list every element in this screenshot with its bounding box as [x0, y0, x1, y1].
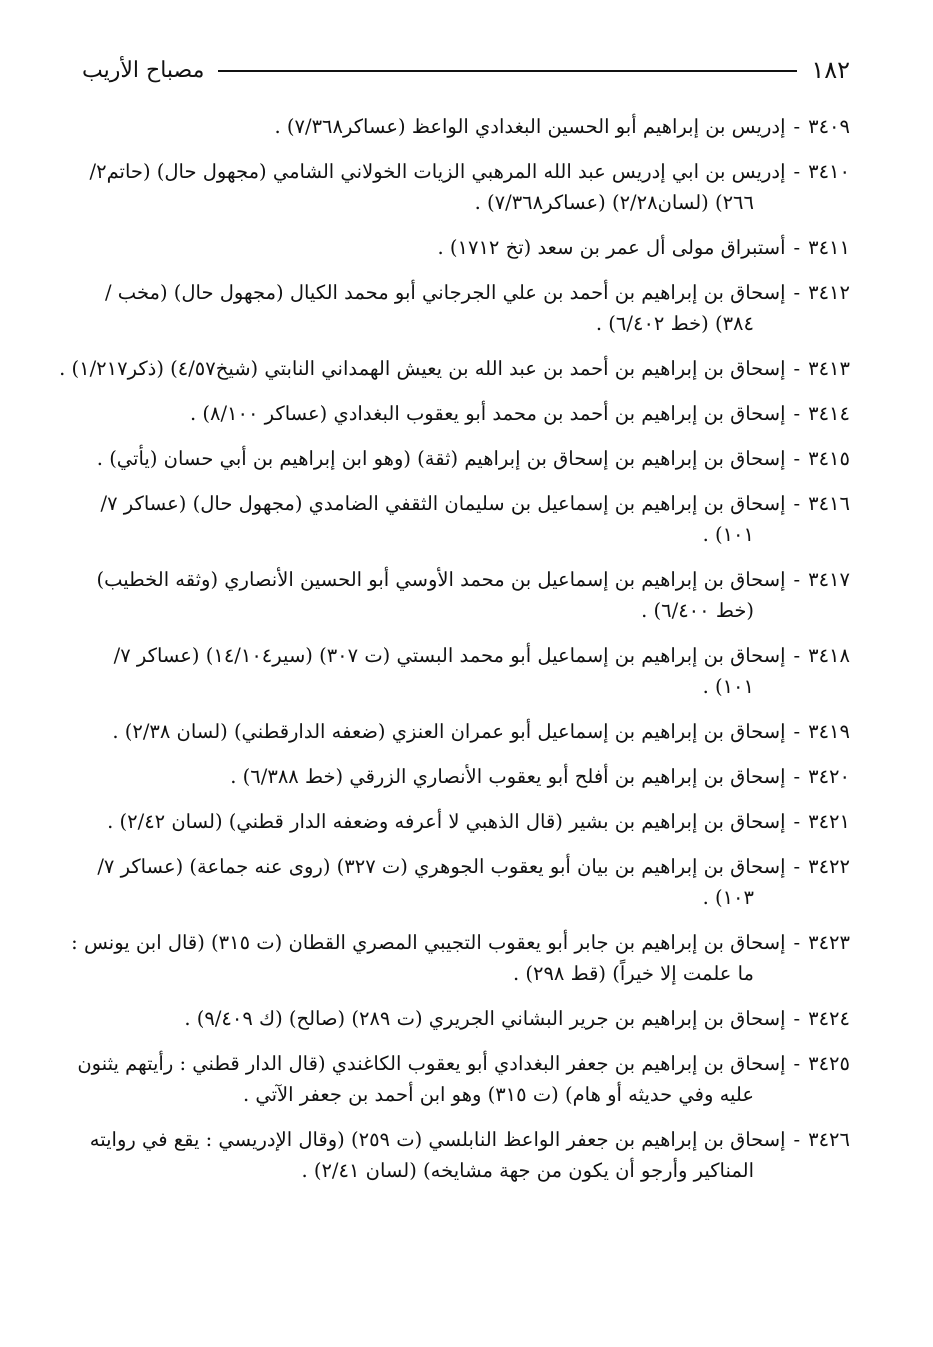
entry-text: إسحاق بن إبراهيم بن أحمد بن عبد الله بن يعيش الهمداني النابتي (شيخ٤/٥٧) (ذكر١/٢١٧) .	[59, 357, 786, 380]
entry-first-line	[82, 444, 850, 475]
entry-first-line	[59, 354, 850, 385]
entry	[77, 1049, 850, 1111]
entry-number: ٣٤١٤	[808, 402, 850, 425]
entry-text: إسحاق بن إبراهيم بن إسماعيل بن سليمان الثقفي الضامدي (مجهول حال) (عساكر ٧/	[100, 492, 786, 515]
entry-text: إسحاق بن إبراهيم بن أفلح أبو يعقوب الأنصاري الزرقي (خط ٦/٣٨٨) .	[230, 765, 786, 788]
entry-number: ٣٤٢٦	[808, 1128, 850, 1151]
entry-number: ٣٤٠٩	[808, 115, 850, 138]
entry-first-line	[82, 278, 850, 309]
entry-text: إسحاق بن إبراهيم بن بشير (قال الذهبي لا أعرفه وضعفه الدار قطني) (لسان ٢/٤٢) .	[107, 810, 786, 833]
entry-number: ٣٤١١	[808, 236, 850, 259]
entry-text: إسحاق بن إبراهيم بن جابر أبو يعقوب التجيبي المصري القطان (ت ٣١٥) (قال ابن يونس :	[71, 931, 786, 954]
entry	[82, 444, 850, 475]
header-rule	[218, 70, 797, 72]
entry	[82, 233, 850, 264]
entry-first-line	[82, 233, 850, 264]
entry-dash: -	[793, 1052, 801, 1075]
entry-continuation-line: ٢٦٦) (لسان٢/٢٨) (عساكر٧/٣٦٨) .	[474, 191, 754, 214]
entry-dash: -	[793, 1007, 801, 1030]
entry-dash: -	[793, 810, 801, 833]
entry-first-line	[82, 717, 850, 748]
entry-dash: -	[793, 115, 801, 138]
entry-first-line	[82, 112, 850, 143]
entry-first-line	[82, 1004, 850, 1035]
entry	[82, 399, 850, 430]
entry-first-line	[82, 1125, 850, 1156]
entry-number: ٣٤١٨	[808, 644, 850, 667]
book-title: مصباح الأريب	[82, 57, 205, 83]
entry-number: ٣٤١٣	[808, 357, 850, 380]
entry-dash: -	[793, 236, 801, 259]
entry-dash: -	[793, 644, 801, 667]
entry-first-line	[82, 852, 850, 883]
entry-dash: -	[793, 855, 801, 878]
entry-first-line	[82, 157, 850, 188]
entry-text: أستبراق مولى أل عمر بن سعد (تخ ١٧١٢) .	[437, 236, 786, 259]
entry	[82, 807, 850, 838]
entry-number: ٣٤٢٤	[808, 1007, 850, 1030]
entry-continuation-line: ١٠١) .	[702, 675, 754, 698]
entry-number: ٣٤٢١	[808, 810, 850, 833]
entry-text: إدريس بن ابي إدريس عبد الله المرهبي الزيات الخولاني الشامي (مجهول حال) (حاتم٢/	[89, 160, 786, 183]
entry-text: إسحاق بن إبراهيم بن إسحاق بن إبراهيم (ثقة) (وهو ابن إبراهيم بن أبي حسان (يأتي) .	[96, 447, 786, 470]
entry-dash: -	[793, 931, 801, 954]
entry-continuation-line: ما علمت إلا خيراً) (قط ٢٩٨) .	[512, 962, 754, 985]
entry	[71, 928, 850, 990]
entry-first-line	[71, 928, 850, 959]
entry-text: إسحاق بن إبراهيم بن أحمد بن علي الجرجاني أبو محمد الكيال (مجهول حال) (مخب /	[105, 281, 786, 304]
entry-continuation-line: عليه وفي حديثه أو هام) (ت ٣١٥) وهو ابن أحمد بن جعفر الآتي .	[242, 1083, 754, 1106]
entry-dash: -	[793, 402, 801, 425]
entry-first-line	[82, 807, 850, 838]
entry	[82, 112, 850, 143]
entry-continuation-line: ١٠١) .	[702, 523, 754, 546]
entry	[59, 354, 850, 385]
entry-number: ٣٤١٠	[808, 160, 850, 183]
entry-dash: -	[793, 281, 801, 304]
entry-continuation-line: (خط ٦/٤٠٠) .	[641, 599, 754, 622]
page-header	[82, 50, 850, 90]
entry-continuation-line: ١٠٣) .	[702, 886, 754, 909]
entry	[82, 1004, 850, 1035]
entry-number: ٣٤٢٥	[808, 1052, 850, 1075]
entry-text: إسحاق بن إبراهيم بن جعفر الواعظ النابلسي (ت ٢٥٩) (وقال الإدريسي : يقع في روايته	[89, 1128, 786, 1151]
entry-dash: -	[793, 160, 801, 183]
entry	[82, 278, 850, 340]
entry-text: إسحاق بن إبراهيم بن جرير البشاني الجريري (ت ٢٨٩) (صالح) (ك ٩/٤٠٩) .	[184, 1007, 786, 1030]
entry	[82, 852, 850, 914]
entry-first-line	[82, 762, 850, 793]
entry	[82, 641, 850, 703]
entry-dash: -	[793, 492, 801, 515]
entry-text: إسحاق بن إبراهيم بن إسماعيل أبو محمد البستي (ت ٣٠٧) (سير١٤/١٠٤) (عساكر ٧/	[113, 644, 786, 667]
entries-list	[59, 112, 850, 1201]
entry	[82, 762, 850, 793]
entry-number: ٣٤٢٠	[808, 765, 850, 788]
entry-text: إسحاق بن إبراهيم بن إسماعيل أبو عمران العنزي (ضعفه الدارقطني) (لسان ٢/٣٨) .	[112, 720, 786, 743]
entry-dash: -	[793, 765, 801, 788]
entry-dash: -	[793, 447, 801, 470]
entry-number: ٣٤١٦	[808, 492, 850, 515]
entry	[82, 157, 850, 219]
entry-number: ٣٤١٧	[808, 568, 850, 591]
entry-text: إدريس بن إبراهيم أبو الحسين البغدادي الواعظ (عساكر٧/٣٦٨) .	[274, 115, 786, 138]
entry-number: ٣٤١٢	[808, 281, 850, 304]
entry-dash: -	[793, 568, 801, 591]
entry-continuation-line: ٣٨٤) (خط ٦/٤٠٢) .	[595, 312, 754, 335]
entry-first-line	[82, 399, 850, 430]
entry-number: ٣٤١٥	[808, 447, 850, 470]
entry-number: ٣٤٢٣	[808, 931, 850, 954]
entry	[82, 489, 850, 551]
entry-text: إسحاق بن إبراهيم بن جعفر البغدادي أبو يعقوب الكاغندي (قال الدار قطني : رأيتهم يثنون	[77, 1052, 786, 1075]
entry	[82, 717, 850, 748]
page-number: ١٨٢	[811, 56, 850, 84]
entry-text: إسحاق بن إبراهيم بن أحمد بن محمد أبو يعقوب البغدادي (عساكر ٨/١٠٠) .	[189, 402, 786, 425]
entry-text: إسحاق بن إبراهيم بن بيان أبو يعقوب الجوهري (ت ٣٢٧) (روى عنه جماعة) (عساكر ٧/	[97, 855, 786, 878]
entry-number: ٣٤٢٢	[808, 855, 850, 878]
entry-first-line	[82, 565, 850, 596]
entry-continuation-line: المناكير وأرجو أن يكون من جهة مشايخه) (لسان ٢/٤١) .	[301, 1159, 754, 1182]
entry-dash: -	[793, 357, 801, 380]
entry-text: إسحاق بن إبراهيم بن إسماعيل بن محمد الأوسي أبو الحسين الأنصاري (وثقه الخطيب)	[96, 568, 786, 591]
entry	[82, 1125, 850, 1187]
entry	[82, 565, 850, 627]
entry-dash: -	[793, 1128, 801, 1151]
entry-first-line	[77, 1049, 850, 1080]
entry-number: ٣٤١٩	[808, 720, 850, 743]
entry-first-line	[82, 489, 850, 520]
entry-first-line	[82, 641, 850, 672]
entry-dash: -	[793, 720, 801, 743]
